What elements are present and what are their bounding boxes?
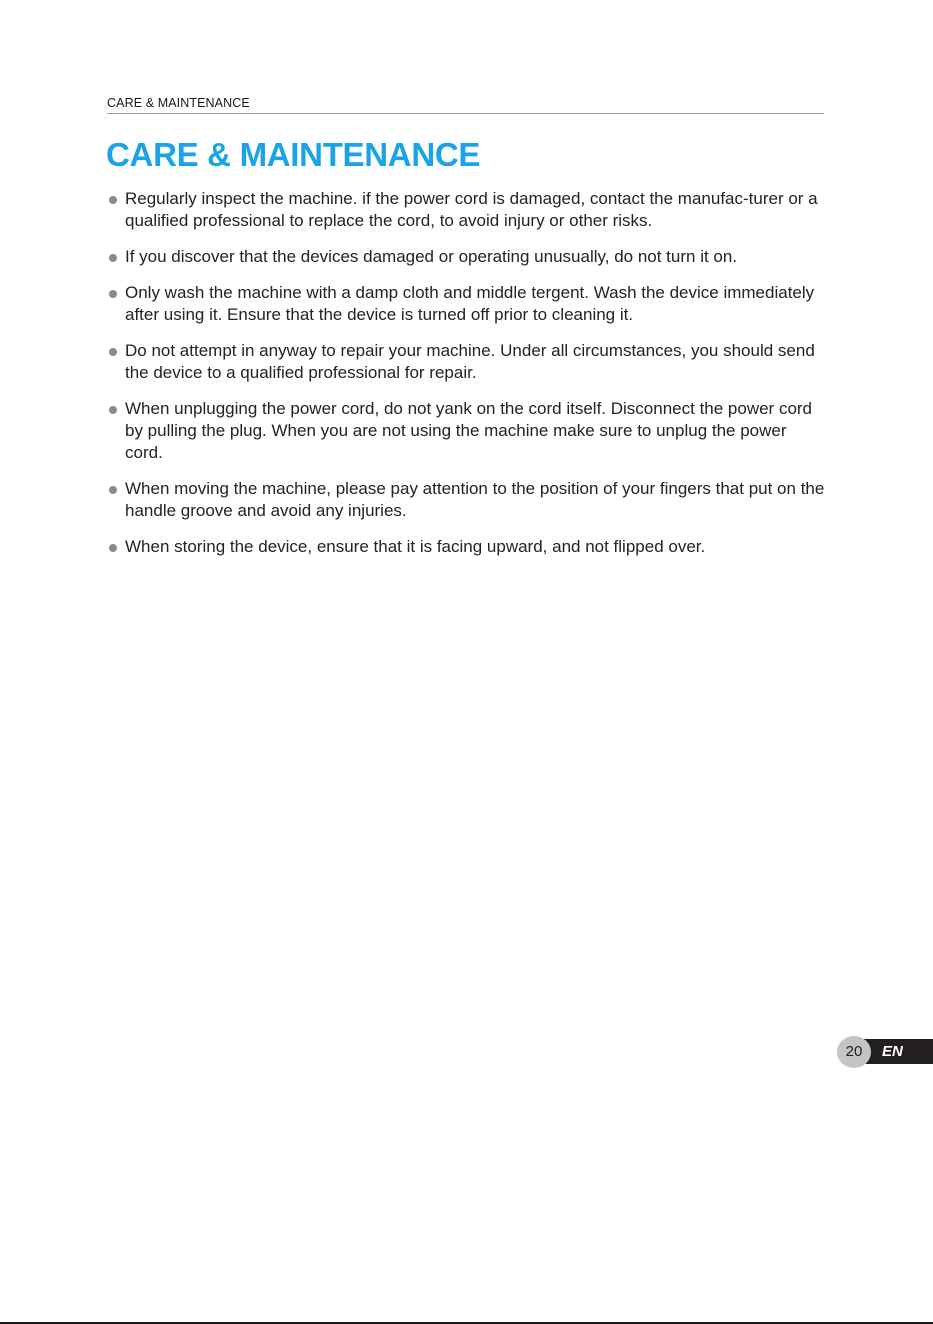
page-number-badge: 20 xyxy=(837,1036,871,1068)
list-item-text: When moving the machine, please pay attention to the position of your fingers that put on the handle groove and avoid any injuries. xyxy=(125,479,825,520)
running-header: CARE & MAINTENANCE xyxy=(107,96,250,110)
list-item-text: When storing the device, ensure that it is facing upward, and not flipped over. xyxy=(125,537,706,556)
list-item xyxy=(107,478,827,522)
list-item-text: Do not attempt in anyway to repair your machine. Under all circumstances, you should send the device to a qualified professional for repair. xyxy=(125,341,815,382)
list-item xyxy=(107,536,827,558)
bullet-icon xyxy=(109,196,117,204)
bullet-icon xyxy=(109,290,117,298)
list-item xyxy=(107,188,827,232)
bullet-icon xyxy=(109,544,117,552)
list-item-text: When unplugging the power cord, do not yank on the cord itself. Disconnect the power cord by pulling the plug. When you are not using the machine make sure to unplug the power cord. xyxy=(125,399,813,462)
header-divider xyxy=(107,113,824,114)
bullet-icon xyxy=(109,254,117,262)
list-item xyxy=(107,246,827,268)
bullet-icon xyxy=(109,406,117,414)
maintenance-list xyxy=(107,188,827,572)
list-item xyxy=(107,340,827,384)
list-item xyxy=(107,282,827,326)
list-item-text: Regularly inspect the machine. if the power cord is damaged, contact the manufac-turer or a qualified professional to replace the cord, to avoid injury or other risks. xyxy=(125,189,818,230)
bullet-icon xyxy=(109,348,117,356)
list-item-text: Only wash the machine with a damp cloth and middle tergent. Wash the device immediately after using it. Ensure that the device is turned off prior to cleaning it. xyxy=(125,283,815,324)
page-title: CARE & MAINTENANCE xyxy=(106,136,481,173)
language-label: EN xyxy=(882,1043,903,1060)
list-item-text: If you discover that the devices damaged or operating unusually, do not turn it on. xyxy=(125,247,738,266)
list-item xyxy=(107,398,827,464)
bullet-icon xyxy=(109,486,117,494)
